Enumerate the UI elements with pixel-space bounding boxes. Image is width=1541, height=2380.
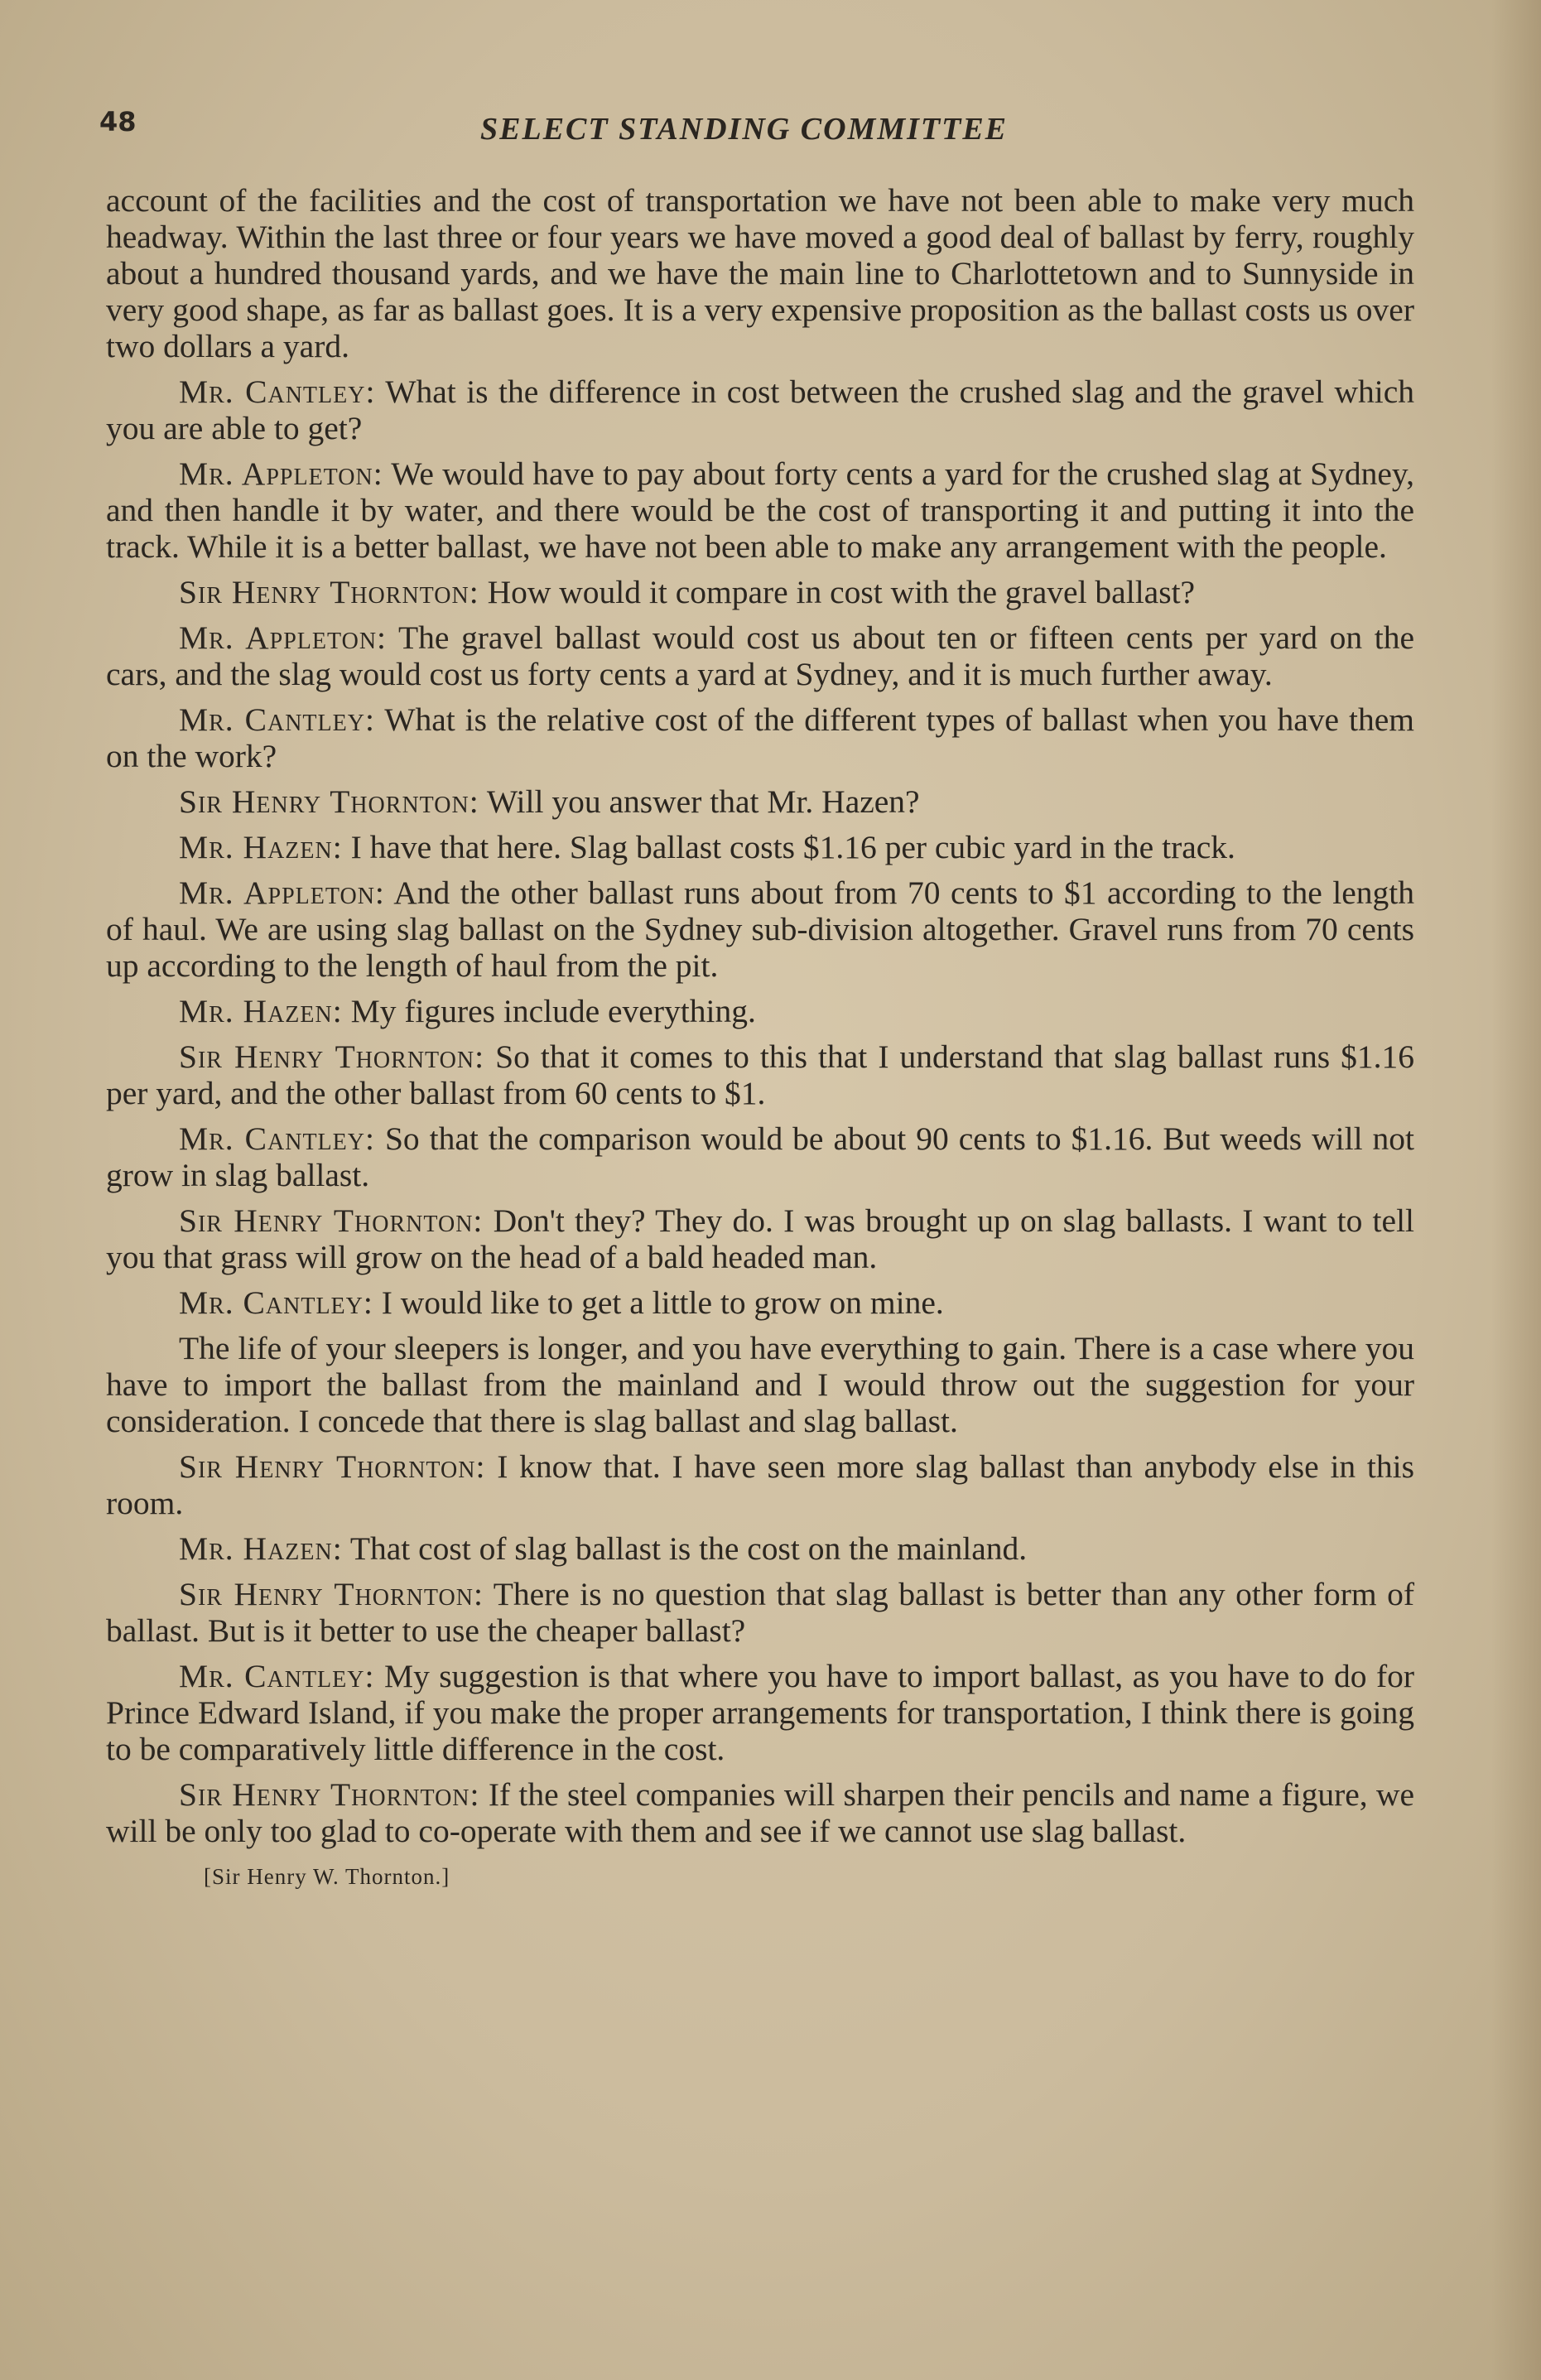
- paragraph-text: So that the comparison would be about 90 cents to $1.16. But weeds will not grow in slag ballast.: [106, 1120, 1415, 1193]
- speaker-name: Mr. Appleton:: [179, 455, 383, 492]
- speaker-name: Mr. Appleton:: [179, 619, 388, 656]
- paragraph-text: There is no question that slag ballast is better than any other form of ballast. But is it better to use the cheaper ballast?: [106, 1576, 1414, 1649]
- paragraph: [106, 574, 1414, 610]
- speaker-name: Mr. Cantley:: [179, 1284, 373, 1321]
- speaker-name: Sir Henry Thornton:: [179, 1202, 484, 1239]
- paragraph-text: If the steel companies will sharpen their pencils and name a figure, we will be only too glad to co-operate with them and see if we cannot use slag ballast.: [106, 1776, 1415, 1849]
- paragraph: [106, 1038, 1414, 1111]
- page-number: 48: [99, 106, 137, 137]
- paragraph: [106, 783, 1414, 820]
- paragraph-text: What is the relative cost of the different types of ballast when you have them on the work?: [106, 701, 1414, 774]
- paragraph-text: Don't they? They do. I was brought up on slag ballasts. I want to tell you that grass will grow on the head of a bald headed man.: [106, 1202, 1415, 1275]
- paragraph-text: The life of your sleepers is longer, and you have everything to gain. There is a case where you have to import the ballast from the mainland and I would throw out the suggestion for your consideration. I concede that there is slag ballast and slag ballast.: [106, 1330, 1414, 1439]
- speaker-name: Mr. Cantley:: [179, 701, 375, 738]
- paragraph-text: I know that. I have seen more slag ballast than anybody else in this room.: [106, 1448, 1414, 1521]
- paragraph: [106, 1448, 1414, 1521]
- paragraph-text: We would have to pay about forty cents a yard for the crushed slag at Sydney, and then handle it by water, and there would be the cost of transporting it and putting it into the track. While it is a better ballast, we have not been able to make any arrangement with the people.: [106, 455, 1414, 565]
- speaker-name: Mr. Hazen:: [179, 993, 343, 1029]
- paragraph-text: That cost of slag ballast is the cost on the mainland.: [349, 1530, 1028, 1567]
- paragraph: [106, 455, 1414, 565]
- paragraph-text: I would like to get a little to grow on mine.: [381, 1284, 944, 1321]
- paragraph: [106, 619, 1414, 692]
- page-edge-shadow: [1491, 0, 1541, 2380]
- paragraph-text: The gravel ballast would cost us about ten or fifteen cents per yard on the cars, and the slag would cost us forty cents a yard at Sydney, and it is much further away.: [106, 619, 1414, 692]
- paragraph-text: account of the facilities and the cost of transportation we have not been able to make very much headway. Within the last three or four years we have moved a good deal of ballast by ferry, roughly about a hundred thousand yards, and we have the main line to Charlottetown and to Sunnyside in very good shape, as far as ballast goes. It is a very expensive proposition as the ballast costs us over two dollars a yard.: [106, 182, 1414, 364]
- body-text: [106, 182, 1414, 1895]
- paragraph: [106, 1330, 1414, 1439]
- paragraph: [106, 1776, 1414, 1849]
- paragraph-text: How would it compare in cost with the gravel ballast?: [487, 574, 1196, 610]
- paragraph-text: My suggestion is that where you have to import ballast, as you have to do for Prince Edward Island, if you make the proper arrangements for transportation, I think there is going to be comparatively little difference in the cost.: [106, 1658, 1415, 1767]
- speaker-name: Sir Henry Thornton:: [179, 1776, 480, 1813]
- paragraph-text: What is the difference in cost between the crushed slag and the gravel which you are able to get?: [106, 373, 1414, 446]
- paragraph-text: I have that here. Slag ballast costs $1.16 per cubic yard in the track.: [350, 829, 1235, 865]
- paragraph: [106, 993, 1414, 1029]
- paragraph: [106, 701, 1414, 774]
- paragraph: [106, 373, 1414, 446]
- speaker-name: Mr. Hazen:: [179, 829, 343, 865]
- speaker-name: Mr. Hazen:: [179, 1530, 343, 1567]
- speaker-name: Mr. Cantley:: [179, 1658, 375, 1694]
- speaker-name: Sir Henry Thornton:: [179, 1448, 486, 1485]
- paragraph: [106, 1202, 1414, 1275]
- page-header: [99, 106, 1441, 156]
- paragraph: [106, 1658, 1414, 1767]
- speaker-name: Sir Henry Thornton:: [179, 783, 479, 820]
- speaker-name: Sir Henry Thornton:: [179, 574, 479, 610]
- paragraph-text: Will you answer that Mr. Hazen?: [486, 783, 920, 820]
- paragraph-text: And the other ballast runs about from 70 cents to $1 according to the length of haul. We are using slag ballast on the Sydney sub-division altogether. Gravel runs from 70 cents up according to the length of haul from the pit.: [106, 874, 1414, 984]
- paragraph: [106, 182, 1414, 364]
- speaker-name: Mr. Cantley:: [179, 1120, 375, 1157]
- paragraph-text: So that it comes to this that I understand that slag ballast runs $1.16 per yard, and the other ballast from 60 cents to $1.: [106, 1038, 1415, 1111]
- paragraph: [106, 829, 1414, 865]
- speaker-name: Sir Henry Thornton:: [179, 1576, 484, 1612]
- footer-note: [Sir Henry W. Thornton.]: [204, 1864, 450, 1889]
- paragraph: [106, 1576, 1414, 1649]
- paragraph: [106, 1530, 1414, 1567]
- paragraph-text: My figures include everything.: [350, 993, 756, 1029]
- paragraph: [106, 1120, 1414, 1193]
- paragraph: [106, 1284, 1414, 1321]
- paragraph: [106, 874, 1414, 984]
- speaker-name: Sir Henry Thornton:: [179, 1038, 485, 1075]
- speaker-name: Mr. Cantley:: [179, 373, 376, 410]
- speaker-name: Mr. Appleton:: [179, 874, 385, 911]
- running-head: SELECT STANDING COMMITTEE: [480, 112, 1009, 147]
